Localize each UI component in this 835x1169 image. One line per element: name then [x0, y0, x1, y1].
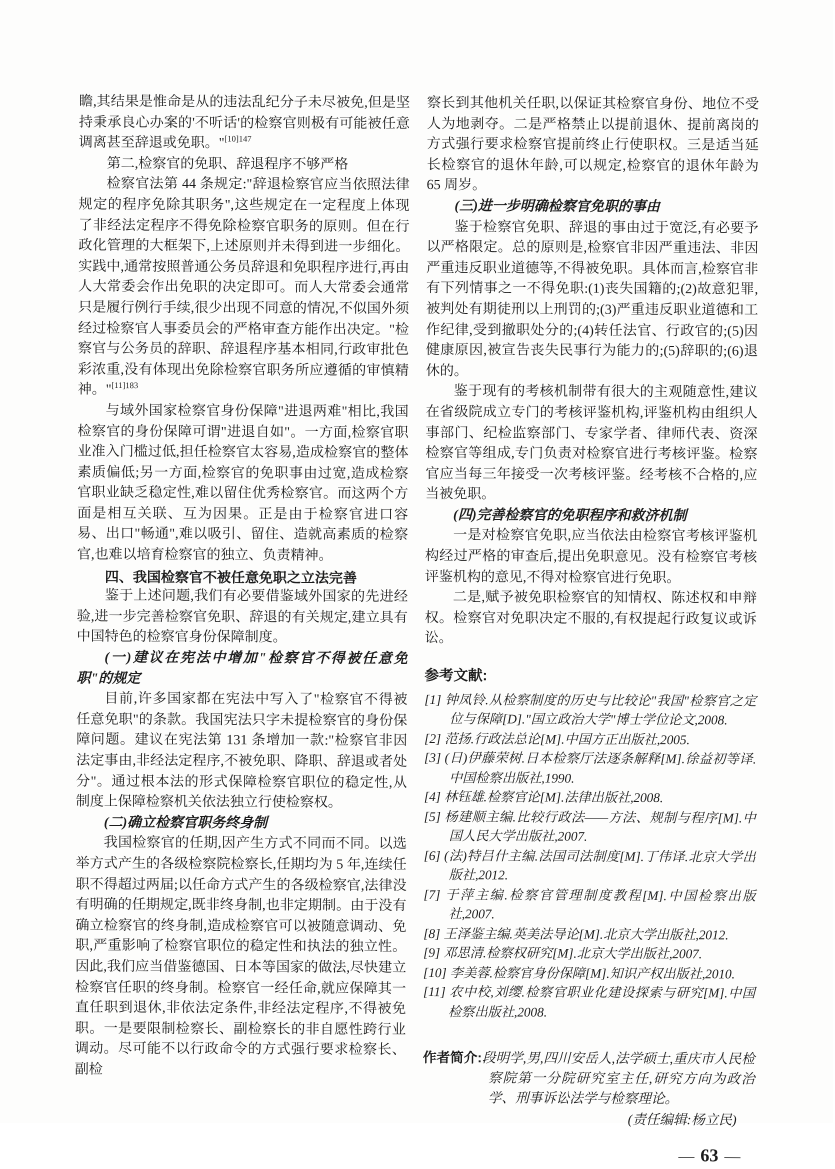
paragraph-text: 瞻,其结果是惟命是从的违法乱纪分子未尽被免,但是坚持秉承良心办案的'不听话'的检察官则极有可能被任意调离甚至辞退或免职。": [78, 94, 411, 152]
right-column: [422, 94, 759, 1168]
citation-marker: [11]183: [111, 380, 139, 391]
author-bio: [423, 1048, 755, 1109]
paragraph: 二是,赋予被免职检察官的知情权、陈述权和申辩权。检察官对免职决定不服的,有权提起行政复议或诉讼。: [424, 590, 757, 647]
left-column: [75, 93, 410, 1083]
subsection-heading: (四)完善检察官的免职程序和救济机制: [453, 508, 687, 525]
paragraph: 鉴于检察官免职、辞退的事由过于宽泛,有必要予以严格限定。总的原则是,检察官非因严重违法、非因严重违反职业道德等,不得被免职。具体而言,检察官非有下列情事之一不得免职:(1)丧失国籍的;(2)故意犯罪,被判处有期徒刑以上刑罚的;(3)严重违反职业道德和工作纪律,受到撤职处分的;(4)转任法官、行政官的;(5)因健康原因,被宣告丧失民事行为能力的;(5)辞职的;(6)退休的。: [425, 219, 759, 379]
page-number-dash-right: —: [724, 1148, 741, 1166]
subsection-heading: (三)进一步明确检察官免职的事由: [454, 199, 660, 216]
paragraph-text: 检察官法第 44 条规定:"辞退检察官应当依照法律规定的程序免除其职务",这些规定在一定程度上体现了非经法定程序不得免除检察官职务的原则。但在行政化管理的大框架下,上述原则并未得到进一步细化。实践中,通常按照普通公务员辞退和免职程序进行,再由人大常委会作出免职的决定即可。而人大常委会通常只是履行例行手续,很少出现不同意的情况,不似国外须经过检察官人事委员会的严格审查方能作出决定。"检察官与公务员的辞职、辞退程序基本相同,行政审批色彩浓重,没有体现出免除检察官职务所应遵循的审慎精神。": [77, 177, 410, 398]
paragraph-continuation: [79, 93, 410, 156]
paragraph: 鉴于现有的考核机制带有很大的主观随意性,建议在省级院成立专门的考核评鉴机构,评鉴机构由组织人事部门、纪检监察部门、专家学者、律师代表、资深检察官等组成,专门负责对检察官进行考核评鉴。检察官应当每三年接受一次考核评鉴。经考核不合格的,应当被免职。: [425, 384, 758, 503]
reference-item: [11] 农中校,刘缨.检察官职业化建设探索与研究[M].中国检察出版社,2008.: [423, 984, 756, 1020]
editor-note: (责任编辑:杨立民): [627, 1111, 737, 1127]
page-number-value: 63: [700, 1145, 719, 1166]
paragraph: 我国检察官的任期,因产生方式不同而不同。以选举方式产生的各级检察院检察长,任期均为 5 年,连续任职不得超过两届;以任命方式产生的各级检察官,法律没有明确的任期规定,既非终身制,也非定期制。由于没有确立检察官的终身制,造成检察官可以被随意调动、免职,严重影响了检察官职位的稳定性和执法的独立性。因此,我们应当借鉴德国、日本等国家的做法,尽快建立检察官任职的终身制。检察官一经任命,就应保障其一直任职到退休,非依法定条件,非经法定程序,不得被免职。一是要限制检察长、副检察长的非自愿性跨行业调动。尽可能不以行政命令的方式强行要求检察长、副检: [74, 836, 407, 1078]
reference-item: [4] 林钰雄.检察官论[M].法律出版社,2008.: [423, 789, 664, 806]
paragraph: [78, 175, 410, 403]
author-bio-text: 段明学,男,四川安岳人,法学硕士,重庆市人民检察院第一分院研究室主任,研究方向为政治学、刑事诉讼法学与检察理论。: [481, 1050, 755, 1106]
author-label: 作者简介:: [422, 1050, 482, 1066]
reference-item: [1] 钟凤铃.从检察制度的历史与比较论"我国"检察官之定位与保障[D]."国立政治大学"博士学位论文,2008.: [424, 691, 757, 728]
reference-item: [9] 邓思清.检察权研究[M].北京大学出版社,2007.: [423, 945, 703, 962]
reference-item: [7] 于萍主编.检察官管理制度教程[M].中国检察出版社,2007.: [423, 886, 756, 922]
paragraph: 与域外国家检察官身份保障"进退两难"相比,我国检察官的身份保障可谓"进退自如"。一方面,检察官职业准入门槛过低,担任检察官太容易,造成检察官的整体素质偏低;另一方面,检察官的免职事由过宽,造成检察官职业缺乏稳定性,难以留住优秀检察官。而这两个方面是相互关联、互为因果。正是由于检察官进口容易、出口"畅通",难以吸引、留住、造就高素质的检察官,也难以培育检察官的独立、负责精神。: [76, 403, 409, 564]
section-heading: 四、我国检察官不被任意免职之立法完善: [104, 568, 357, 586]
paragraph: 一是对检察官免职,应当依法由检察官考核评鉴机构经过严格的审查后,提出免职意见。没有检察官考核评鉴机构的意见,不得对检察官进行免职。: [424, 528, 758, 586]
reference-item: [10] 李美蓉.检察官身份保障[M].知识产权出版社,2010.: [423, 964, 735, 982]
paragraph-continuation: 察长到其他机关任职,以保证其检察官身份、地位不受人为地剥夺。二是严格禁止以提前退休、提前离岗的方式强行要求检察官提前终止行使职权。三是适当延长检察官的退休年龄,可以规定,检察官的退休年龄为 65 周岁。: [426, 96, 760, 194]
paragraph: 目前,许多国家都在宪法中写入了"检察官不得被任意免职"的条款。我国宪法只字未提检察官的身份保障问题。建议在宪法第 131 条增加一款:"检察官非因法定事由,非经法定程序,不被免职、降职、辞退或者处分"。通过根本法的形式保障检察官职位的稳定性,从制度上保障检察机关依法独立行使检察权。: [75, 691, 408, 811]
paragraph: 鉴于上述问题,我们有必要借鉴域外国家的先进经验,进一步完善检察官免职、辞退的有关规定,建立具有中国特色的检察官身份保障制度。: [76, 588, 408, 646]
reference-item: [2] 范扬.行政法总论[M].中国方正出版社,2005.: [424, 730, 690, 747]
reference-item: [8] 王泽鉴主编.英美法导论[M].北京大学出版社,2012.: [423, 925, 729, 942]
page-number: [422, 1144, 754, 1168]
paragraph: 第二,检察官的免职、辞退程序不够严格: [106, 156, 349, 173]
citation-marker: [10]147: [224, 133, 252, 144]
reference-item: [3] (日)伊藤荣树.日本检察厅法逐条解释[M].徐益初等译.中国检察出版社,1990.: [424, 750, 757, 786]
page-number-dash-left: —: [678, 1148, 695, 1166]
references-heading: 参考文献:: [424, 668, 488, 685]
subsection-heading: (二)确立检察官职务终身制: [103, 815, 268, 832]
subsection-heading: (一)建议在宪法中增加"检察官不得被任意免职"的规定: [76, 650, 408, 687]
reference-item: [5] 杨建顺主编.比较行政法——方法、规制与程序[M].中国人民大学出版社,2007.: [423, 808, 756, 844]
reference-item: [6] (法)特吕什主编.法国司法制度[M].丁伟译.北京大学出版社,2012.: [423, 847, 756, 883]
